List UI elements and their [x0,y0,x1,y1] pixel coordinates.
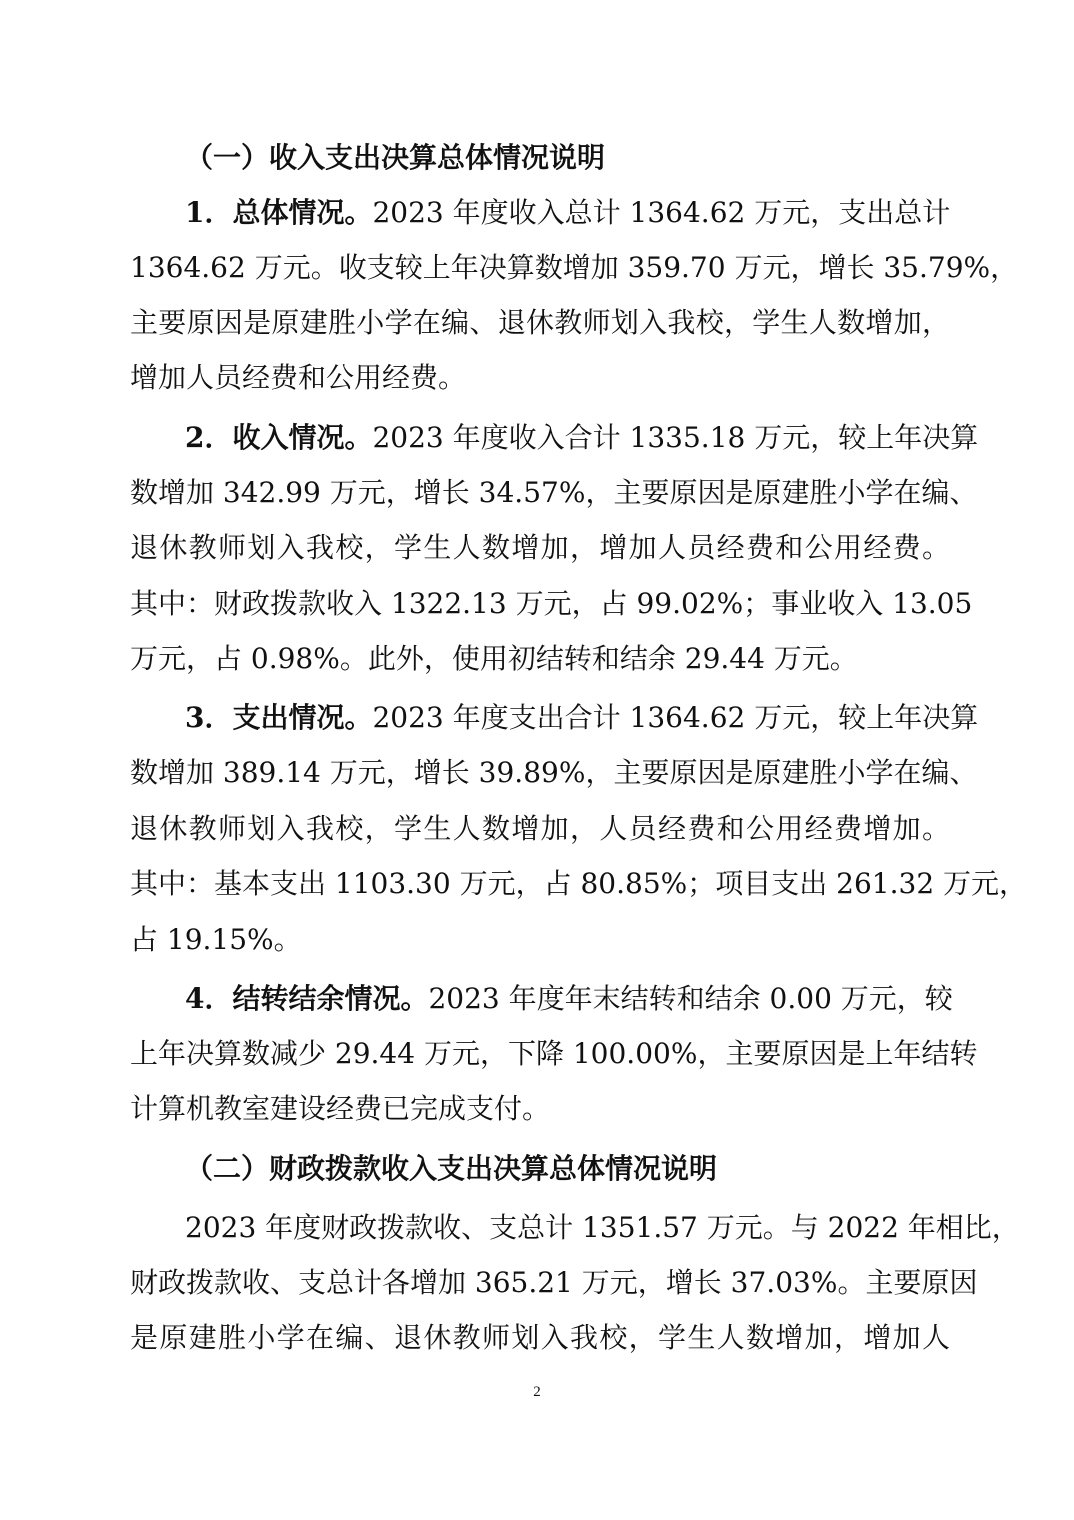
paragraph-4-label: 4．结转结余情况。 [185,982,429,1015]
paragraph-3-line-5: 占 19.15%。 [130,923,302,956]
page-number: 2 [533,1384,541,1400]
section-1-heading: （一）收入支出决算总体情况说明 [185,141,606,174]
paragraph-4-line-2: 上年决算数减少 29.44 万元，下降 100.00%，主要原因是上年结转 [130,1037,978,1070]
section-2-line-1: 2023 年度财政拨款收、支总计 1351.57 万元。与 2022 年相比， [185,1211,1020,1244]
paragraph-2-label: 2．收入情况。 [185,421,373,454]
paragraph-2-line-2: 数增加 342.99 万元，增长 34.57%，主要原因是原建胜小学在编、 [130,476,978,509]
paragraph-4-first-line [185,979,953,1019]
paragraph-3-line-4: 其中：基本支出 1103.30 万元，占 80.85%；项目支出 261.32 万元， [130,867,1028,900]
paragraph-1-text: 2023 年度收入总计 1364.62 万元，支出总计 [372,196,951,229]
paragraph-3-text: 2023 年度支出合计 1364.62 万元，较上年决算 [372,701,979,734]
paragraph-1-line-3: 主要原因是原建胜小学在编、退休教师划入我校，学生人数增加， [130,306,950,339]
section-2-line-3: 是原建胜小学在编、退休教师划入我校，学生人数增加，增加人 [130,1321,950,1354]
paragraph-2-line-4: 其中：财政拨款收入 1322.13 万元，占 99.02%；事业收入 13.05 [130,587,973,620]
paragraph-2-line-3: 退休教师划入我校，学生人数增加，增加人员经费和公用经费。 [130,531,950,564]
paragraph-2-first-line [185,418,979,458]
paragraph-1-line-2: 1364.62 万元。收支较上年决算数增加 359.70 万元，增长 35.79%， [130,251,1019,284]
paragraph-2-line-5: 万元，占 0.98%。此外，使用初结转和结余 29.44 万元。 [130,642,858,675]
paragraph-2-text: 2023 年度收入合计 1335.18 万元，较上年决算 [372,421,979,454]
paragraph-4-text: 2023 年度年末结转和结余 0.00 万元，较 [428,982,953,1015]
paragraph-1-line-4: 增加人员经费和公用经费。 [130,361,467,394]
section-2-heading: （二）财政拨款收入支出决算总体情况说明 [185,1152,718,1185]
paragraph-4-line-3: 计算机教室建设经费已完成支付。 [130,1092,551,1125]
paragraph-3-line-3: 退休教师划入我校，学生人数增加，人员经费和公用经费增加。 [130,812,950,845]
paragraph-1-label: 1．总体情况。 [185,196,373,229]
paragraph-3-label: 3．支出情况。 [185,701,373,734]
paragraph-3-line-2: 数增加 389.14 万元，增长 39.89%，主要原因是原建胜小学在编、 [130,756,978,789]
paragraph-1-first-line [185,193,951,233]
paragraph-3-first-line [185,698,979,738]
section-2-line-2: 财政拨款收、支总计各增加 365.21 万元，增长 37.03%。主要原因 [130,1266,978,1299]
